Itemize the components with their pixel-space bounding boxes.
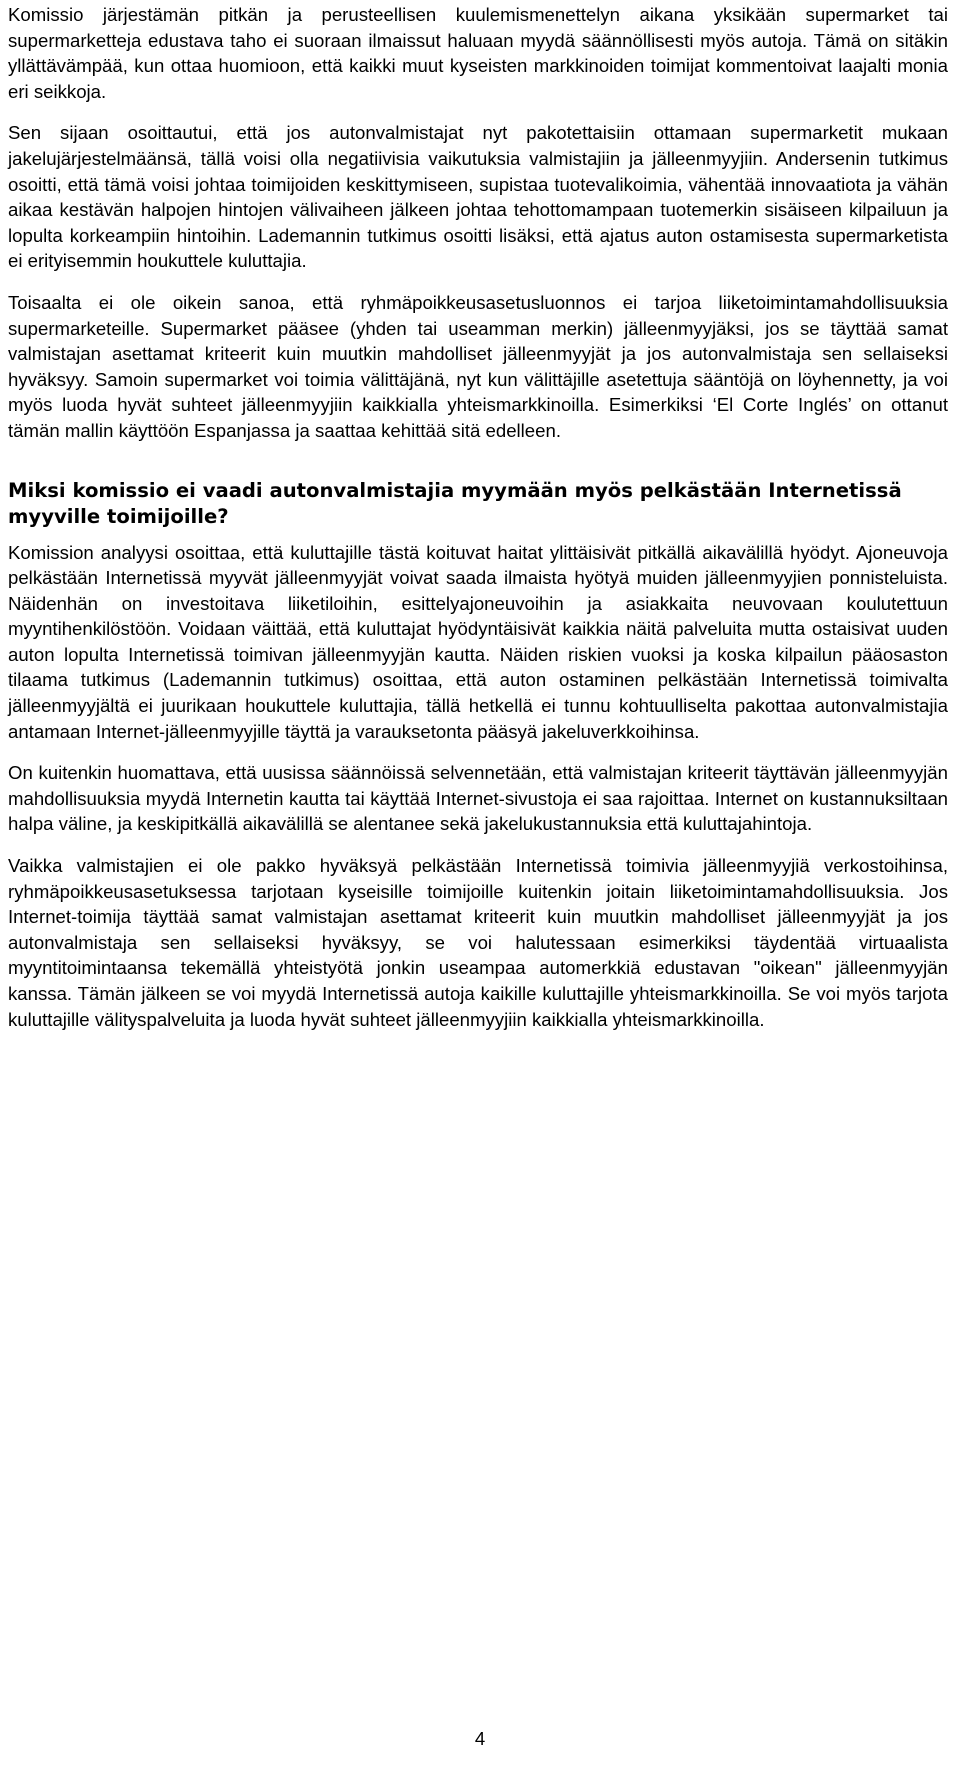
document-page [8, 2, 948, 1048]
section-heading: Miksi komissio ei vaadi autonvalmistajia myymään myös pelkästään Internetissä myyville toimijoille? [8, 478, 902, 528]
paragraph: Komissio järjestämän pitkän ja perusteellisen kuulemismenettelyn aikana yksikään supermarket tai supermarketteja edustava taho ei suoraan ilmaissut haluaan myydä säännöllisesti myös autoja. Tämä on sitäkin yllättävämpää, kun ottaa huomioon, että kaikki muut kyseisten markkinoiden toimijat kommentoivat laajalti monia eri seikkoja. [8, 4, 948, 102]
paragraph: On kuitenkin huomattava, että uusissa säännöissä selvennetään, että valmistajan kriteerit täyttävän jälleenmyyjän mahdollisuuksia myydä Internetin kautta tai käyttää Internet-sivustoja ei saa rajoittaa. Internet on kustannuksiltaan halpa väline, ja keskipitkällä aikavälillä se alentanee sekä jakelukustannuksia että kuluttajahintoja. [8, 762, 948, 835]
paragraph: Komission analyysi osoittaa, että kuluttajille tästä koituvat haitat ylittäisivät pitkällä aikavälillä hyödyt. Ajoneuvoja pelkästään Internetissä myyvät jälleenmyyjät voivat saada ilmaista hyötyä muiden jälleenmyyjien ponnisteluista. Näidenhän on investoitava liiketiloihin, esittelyajoneuvoihin ja asiakkaita neuvovaan koulutettuun myyntihenkilöstöön. Voidaan väittää, että kuluttajat hyödyntäisivät kaikkia näitä palveluita mutta ostaisivat uuden auton lopulta Internetissä toimivan jälleenmyyjän kautta. Näiden riskien vuoksi ja koska kilpailun pääosaston tilaama tutkimus (Lademannin tutkimus) osoittaa, että auton ostaminen pelkästään Internetissä toimivalta jälleenmyyjältä ei juurikaan houkuttele kuluttajia, tällä hetkellä ei tunnu kohtuulliselta pakottaa autonvalmistajia antamaan Internet-jälleenmyyjille täyttä ja varauksetonta pääsyä jakeluverkkoihinsa. [8, 541, 948, 742]
page-number: 4 [474, 1728, 486, 1749]
paragraph: Toisaalta ei ole oikein sanoa, että ryhmäpoikkeusasetusluonnos ei tarjoa liiketoimintamahdollisuuksia supermarketeille. Supermarket pääsee (yhden tai useamman merkin) jälleenmyyjäksi, jos se täyttää samat valmistajan asettamat kriteerit kuin muutkin mahdolliset jälleenmyyjät ja jos autonvalmistaja sen sellaiseksi hyväksyy. Samoin supermarket voi toimia välittäjänä, nyt kun välittäjille asetettuja sääntöjä on löyhennetty, ja voi myös luoda hyvät suhteet jälleenmyyjiin kaikkialla yhteismarkkinoilla. Esimerkiksi ‘El Corte Inglés’ on ottanut tämän mallin käyttöön Espanjassa ja saattaa kehittää sitä edelleen. [8, 291, 948, 441]
paragraph: Sen sijaan osoittautui, että jos autonvalmistajat nyt pakotettaisiin ottamaan supermarketit mukaan jakelujärjestelmäänsä, tällä voisi olla negatiivisia vaikutuksia valmistajiin ja jälleenmyyjiin. Andersenin tutkimus osoitti, että tämä voisi johtaa toimijoiden keskittymiseen, supistaa tuotevalikoimia, vähentää innovaatiota ja vähän aikaa kestävän halpojen hintojen välivaiheen jälkeen johtaa tehottomampaan tuotemerkin sisäiseen kilpailuun ja lopulta korkeampiin hintoihin. Lademannin tutkimus osoitti lisäksi, että ajatus auton ostamisesta supermarketista ei erityisemmin houkuttele kuluttajia. [8, 122, 948, 272]
paragraph: Vaikka valmistajien ei ole pakko hyväksyä pelkästään Internetissä toimivia jälleenmyyjiä verkostoihinsa, ryhmäpoikkeusasetuksessa tarjotaan kyseisille toimijoille kuitenkin joitain liiketoimintamahdollisuuksia. Jos Internet-toimija täyttää samat valmistajan asettamat kriteerit kuin muutkin mahdolliset jälleenmyyjät ja jos autonvalmistaja sen sellaiseksi hyväksyy, se voi halutessaan esimerkiksi täydentää virtuaalista myyntitoimintaansa tekemällä yhteistyötä jonkin useampaa automerkkiä edustavan "oikean" jälleenmyyjän kanssa. Tämän jälkeen se voi myydä Internetissä autoja kaikille kuluttajille yhteismarkkinoilla. Se voi myös tarjota kuluttajille välityspalveluita ja luoda hyvät suhteet jälleenmyyjiin kaikkialla yhteismarkkinoilla. [8, 855, 948, 1030]
